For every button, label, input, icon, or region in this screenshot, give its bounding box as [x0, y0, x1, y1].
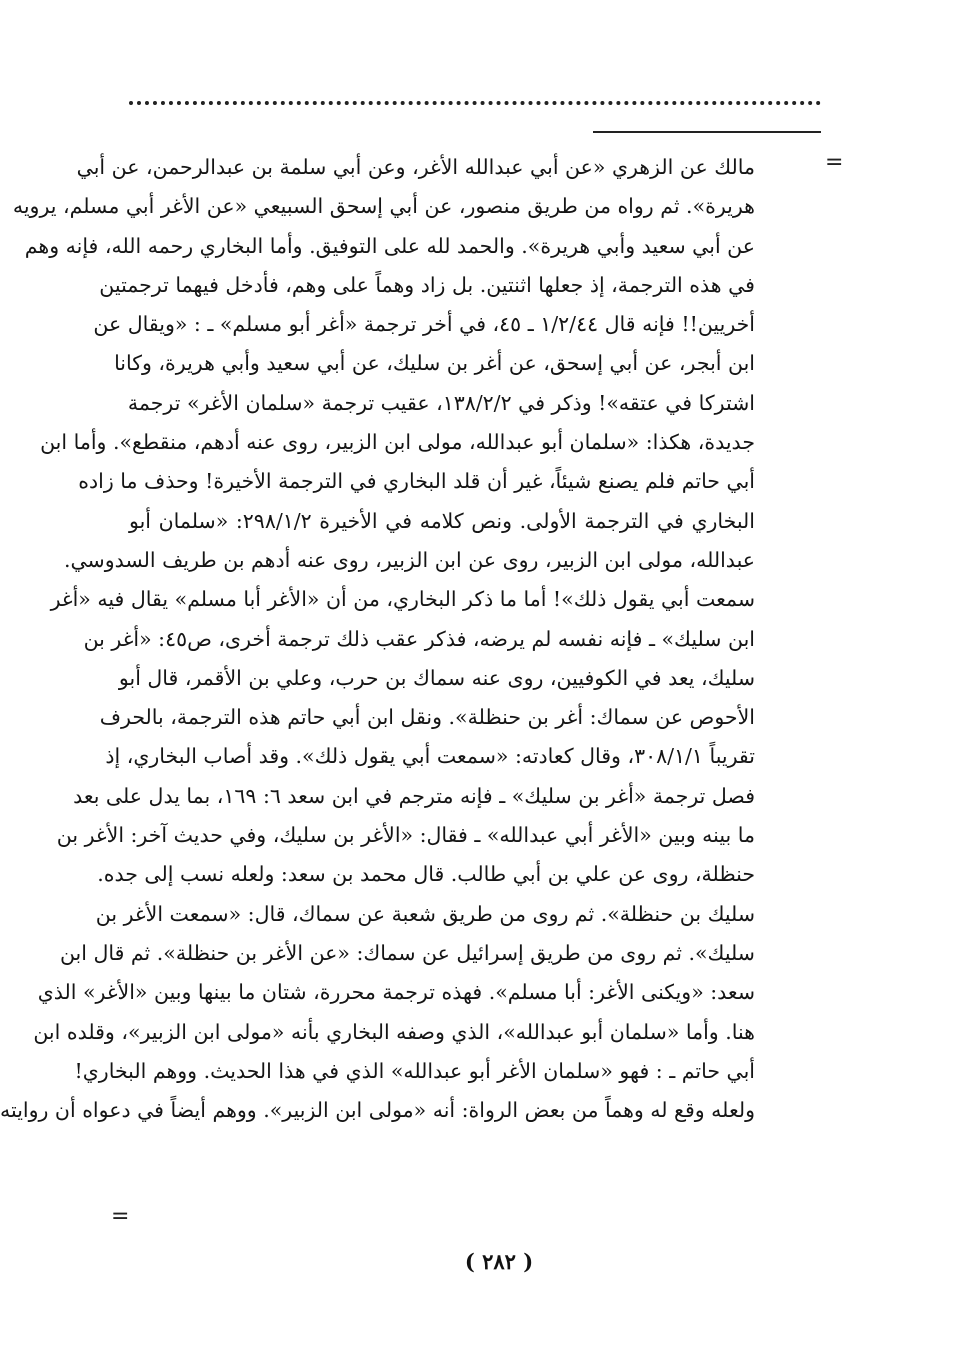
- text-line: مالك عن الزهري «عن أبي عبدالله الأغر، وعن أبي سلمة بن عبدالرحمن، عن أبي: [76, 155, 755, 179]
- text-line: عن أبي سعيد وأبي هريرة». والحمد لله على التوفيق. وأما البخاري رحمه الله، فإنه وهم: [24, 233, 755, 258]
- text-line: في هذه الترجمة، إذ جعلها اثنتين. بل زاد وهماً على وهم، فأدخل فيهما ترجمتين: [99, 272, 755, 297]
- text-line: سليك، يعد في الكوفيين، روى عنه سماك بن حرب، وعلي بن الأقمر، قال أبو: [118, 665, 755, 690]
- text-line: ابن سليك» ـ فإنه نفسه لم يرضه، فذكر عقب ذلك ترجمة أخرى، ص٤٥: «أغر بن: [83, 626, 755, 651]
- dotted-separator: [129, 101, 821, 105]
- page-number: ( ٢٨٢ ): [464, 1249, 534, 1274]
- text-line: أخريين!! فإنه قال ١/٢/٤٤ ـ ٤٥، في أخر ترجمة «أغر أبو مسلم» ـ : «ويقال عن: [93, 312, 755, 337]
- text-line: عبدالله، مولى ابن الزبير، روى عن ابن الزبير، روى عنه أدهم بن طريف السدوسي.: [63, 547, 755, 572]
- text-line: سمعت أبي يقول ذلك»! أما ما ذكر البخاري، من أن «الأغر أبا مسلم» يقال فيه «أغر: [50, 587, 755, 612]
- continuation-mark-bottom: =: [111, 1204, 130, 1229]
- text-line: تقريباً ٣٠٨/١/١، وقال كعادته: «سمعت أبي يقول ذلك». وقد أصاب البخاري، إذ: [105, 744, 755, 769]
- text-line: الأحوص عن سماك: أغر بن حنظلة». ونقل ابن أبي حاتم هذه الترجمة، بالحرف: [99, 705, 755, 730]
- text-line: سعد: «ويكنى الأغر: أبا مسلم». فهذه ترجمة محررة، شتان ما بينها وبين «الأغر» الذي: [37, 980, 755, 1005]
- text-line: حنظلة، روى عن علي بن أبي طالب. قال محمد بن سعد: ولعله نسب إلى جده.: [97, 862, 755, 887]
- text-line: أبي حاتم ـ : فهو «سلمان الأغر أبو عبدالله» الذي في هذا الحديث. ووهم البخاري!: [74, 1058, 755, 1083]
- footnote-text: [0, 148, 755, 1130]
- text-line: سليك». ثم روى من طريق إسرائيل عن سماك: «عن الأغر بن حنظلة». ثم قال ابن: [59, 940, 755, 965]
- continuation-mark-top: =: [825, 150, 844, 175]
- text-line: اشتركا في عتقه»! وذكر في ١٣٨/٢/٢، عقيب ترجمة «سلمان الأغر» ترجمة: [127, 390, 755, 415]
- text-line: أبي حاتم فلم يصنع شيئاً، غير أن قلد البخاري في الترجمة الأخيرة! وحذف ما زاده: [78, 469, 755, 494]
- text-line: البخاري في الترجمة الأولى. ونص كلامه في الأخيرة ٢٩٨/١/٢: «سلمان أبو: [129, 508, 755, 533]
- text-line: ابن أبجر، عن أبي إسحق، عن أغر بن سليك، عن أبي سعيد وأبي هريرة، وكانا: [114, 351, 755, 376]
- footnote-rule: [593, 131, 821, 133]
- text-line: جديدة، هكذا: «سلمان أبو عبدالله، مولى ابن الزبير، روى عنه أدهم، منقطع». وأما ابن: [40, 430, 755, 455]
- text-line: هنا. وأما «سلمان أبو عبدالله»، الذي وصفه البخاري بأنه «مولى ابن الزبير»، وقلده ابن: [33, 1019, 755, 1044]
- text-line: ما بينه وبين «الأغر أبي عبدالله» ـ فقال: «الأغر بن سليك، وفي حديث آخر: الأغر بن: [56, 823, 755, 848]
- text-line: سليك بن حنظلة». ثم روى من طريق شعبة عن سماك، قال: «سمعت الأغر بن: [95, 901, 755, 926]
- text-line: هريرة». ثم رواه من طريق منصور، عن أبي إسحق السبيعي «عن الأغر أبي مسلم، يرويه: [12, 194, 755, 219]
- text-line: ولعله وقع له وهماً من بعض الرواة: أنه «مولى ابن الزبير». ووهم أيضاً في دعواه أن روايته: [0, 1098, 755, 1123]
- text-line: فصل ترجمة «أغر بن سليك» ـ فإنه مترجم في ابن سعد ٦: ١٦٩، بما يدل على بعد: [73, 783, 755, 808]
